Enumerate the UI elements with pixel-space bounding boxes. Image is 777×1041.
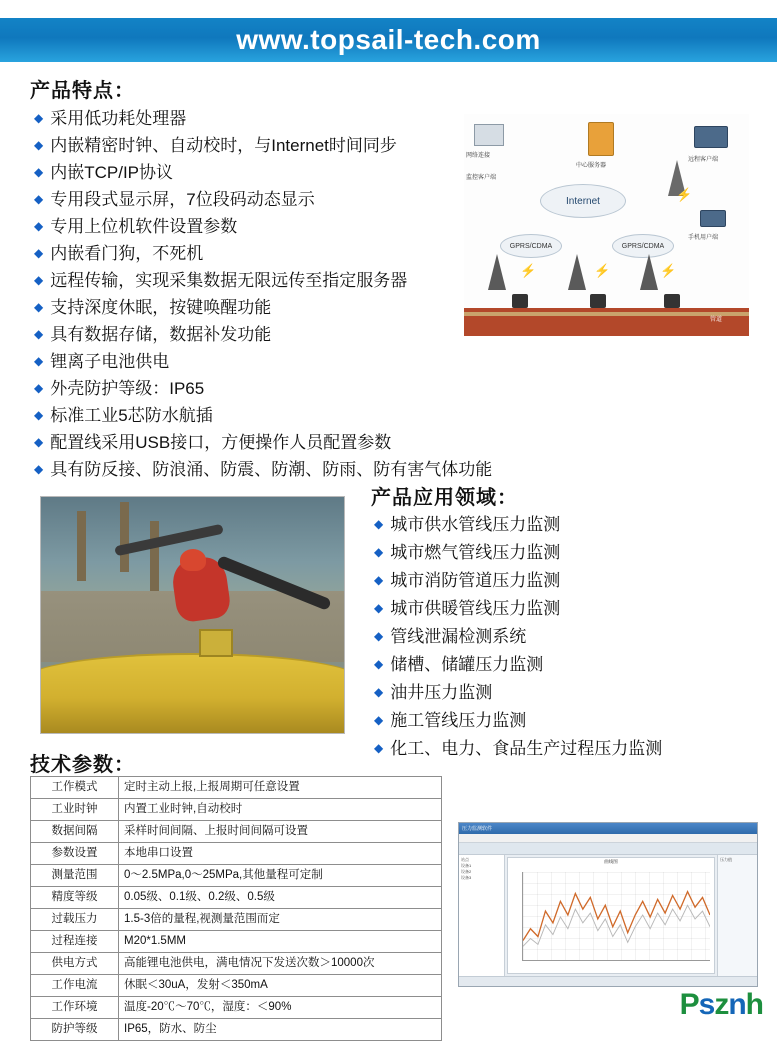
diagram-label: 网络连接 (466, 153, 491, 159)
feature-text: 远程传输，实现采集数据无限远传至指定服务器 (50, 271, 408, 290)
feature-text: 具有防反接、防浪涌、防震、防潮、防雨、防有害气体功能 (50, 460, 493, 479)
diamond-bullet-icon: ◆ (34, 408, 44, 422)
diagram-label: 中心服务器 (576, 163, 607, 169)
spec-value: IP65，防水、防尘 (119, 1019, 442, 1041)
spec-value: 本地串口设置 (119, 843, 442, 865)
application-text: 施工管线压力监测 (390, 711, 527, 730)
sensor-node-icon (590, 294, 606, 308)
feature-text: 内嵌TCP/IP协议 (50, 163, 174, 182)
diamond-bullet-icon: ◆ (374, 573, 384, 587)
list-item (34, 214, 514, 239)
sw-plot (522, 872, 710, 961)
sensor-node-icon (512, 294, 528, 308)
spec-key: 工作环境 (31, 997, 119, 1019)
gprs-cloud-left: GPRS/CDMA (500, 234, 562, 258)
list-item (34, 241, 514, 266)
list-item (34, 457, 514, 482)
list-item (374, 624, 764, 650)
diagram-label: 手机用户端 (688, 235, 719, 241)
list-item (374, 568, 764, 594)
spec-key: 过载压力 (31, 909, 119, 931)
logo-char: s (698, 988, 715, 1021)
diamond-bullet-icon: ◆ (34, 462, 44, 476)
list-item (34, 160, 514, 185)
list-item (34, 268, 514, 293)
spec-key: 精度等级 (31, 887, 119, 909)
diamond-bullet-icon: ◆ (34, 219, 44, 233)
logo-char: P (679, 988, 699, 1021)
tree-item: 站点 (461, 857, 469, 862)
laptop-icon (694, 126, 728, 148)
list-item (374, 540, 764, 566)
spec-value: 内置工业时钟,自动校时 (119, 799, 442, 821)
table-row (31, 777, 442, 799)
signal-bolt-icon: ⚡ (660, 263, 677, 278)
spec-key: 过程连接 (31, 931, 119, 953)
diamond-bullet-icon: ◆ (34, 273, 44, 287)
software-screenshot (458, 822, 758, 987)
list-item (34, 106, 514, 131)
specs-section-title: 技术参数： (30, 754, 135, 776)
list-item (374, 736, 764, 762)
table-row (31, 799, 442, 821)
spec-value: M20*1.5MM (119, 931, 442, 953)
tree-item: 设备1 (461, 863, 472, 868)
list-item (34, 349, 514, 374)
diamond-bullet-icon: ◆ (34, 192, 44, 206)
table-row (31, 1019, 442, 1041)
diamond-bullet-icon: ◆ (34, 354, 44, 368)
signal-bolt-icon: ⚡ (520, 263, 537, 278)
list-item (34, 403, 514, 428)
spec-value: 定时主动上报,上报周期可任意设置 (119, 777, 442, 799)
antenna-tower-icon (488, 254, 506, 290)
signal-bolt-icon: ⚡ (594, 263, 611, 278)
sw-title: 压力监测软件 (462, 826, 493, 832)
list-item (34, 322, 514, 347)
list-item (374, 708, 764, 734)
diamond-bullet-icon: ◆ (374, 685, 384, 699)
logo-char: h (745, 988, 763, 1021)
network-topology-diagram (464, 114, 749, 336)
sw-status-bar (459, 976, 757, 986)
spec-key: 工作电流 (31, 975, 119, 997)
table-row (31, 865, 442, 887)
applications-section-title: 产品应用领域： (371, 487, 518, 509)
spec-value: 休眠＜30uA，发射＜350mA (119, 975, 442, 997)
antenna-tower-icon (568, 254, 586, 290)
logo-char: n (728, 988, 746, 1021)
photo-post (150, 521, 159, 591)
spec-value: 温度-20℃～70℃，湿度：＜90% (119, 997, 442, 1019)
monitor-icon (474, 124, 504, 146)
application-text: 化工、电力、食品生产过程压力监测 (390, 739, 663, 758)
diamond-bullet-icon: ◆ (374, 657, 384, 671)
diamond-bullet-icon: ◆ (374, 629, 384, 643)
list-item (34, 376, 514, 401)
diagram-label: 管道 (710, 317, 723, 323)
list-item (374, 680, 764, 706)
table-row (31, 931, 442, 953)
spec-value: 0～2.5MPa,0～25MPa,其他量程可定制 (119, 865, 442, 887)
diamond-bullet-icon: ◆ (34, 327, 44, 341)
sw-chart-title: 曲线图 (604, 859, 618, 864)
spec-key: 工业时钟 (31, 799, 119, 821)
feature-text: 内嵌精密时钟、自动校时，与Internet时间同步 (50, 136, 397, 155)
photo-valve (199, 629, 233, 657)
sw-body (459, 855, 757, 976)
spec-value: 1.5-3倍的量程,视测量范围而定 (119, 909, 442, 931)
application-text: 城市供水管线压力监测 (390, 515, 561, 534)
diamond-bullet-icon: ◆ (34, 435, 44, 449)
diagram-label: 监控客户端 (466, 175, 497, 181)
application-text: 城市消防管道压力监测 (390, 571, 561, 590)
feature-text: 采用低功耗处理器 (50, 109, 187, 128)
list-item (374, 652, 764, 678)
spec-value: 采样时间间隔、上报时间间隔可设置 (119, 821, 442, 843)
sensor-node-icon (664, 294, 680, 308)
pipeline-line (464, 312, 749, 316)
gprs-cloud-right: GPRS/CDMA (612, 234, 674, 258)
list-item (34, 430, 514, 455)
product-application-photo (40, 496, 345, 734)
internet-cloud: Internet (540, 184, 626, 218)
feature-text: 外壳防护等级：IP65 (50, 379, 205, 398)
features-section-title: 产品特点： (30, 80, 135, 102)
photo-helmet (180, 549, 206, 571)
photo-post (77, 511, 86, 581)
spec-key: 工作模式 (31, 777, 119, 799)
feature-text: 锂离子电池供电 (50, 352, 170, 371)
diamond-bullet-icon: ◆ (34, 138, 44, 152)
spec-value: 高能锂电池供电，满电情况下发送次数＞10000次 (119, 953, 442, 975)
company-logo (680, 988, 763, 1022)
feature-text: 配置线采用USB接口，方便操作人员配置参数 (50, 433, 392, 452)
spec-key: 参数设置 (31, 843, 119, 865)
logo-char: z (714, 988, 729, 1021)
specifications-table (30, 776, 442, 1041)
table-row (31, 953, 442, 975)
diamond-bullet-icon: ◆ (374, 601, 384, 615)
table-row (31, 909, 442, 931)
antenna-tower-icon (640, 254, 658, 290)
list-item (374, 512, 764, 538)
sw-legend: 压力值 (720, 857, 732, 862)
diamond-bullet-icon: ◆ (374, 741, 384, 755)
spec-key: 数据间隔 (31, 821, 119, 843)
application-text: 油井压力监测 (390, 683, 493, 702)
features-list (34, 106, 514, 484)
server-icon (588, 122, 614, 156)
feature-text: 专用上位机软件设置参数 (50, 217, 238, 236)
feature-text: 标准工业5芯防水航插 (50, 406, 213, 425)
sw-side-panel (717, 855, 757, 976)
website-url: www.topsail-tech.com (236, 24, 541, 55)
photo-pipeline (40, 653, 345, 733)
table-row (31, 821, 442, 843)
feature-text: 内嵌看门狗，不死机 (50, 244, 204, 263)
application-text: 管线泄漏检测系统 (390, 627, 527, 646)
diamond-bullet-icon: ◆ (34, 381, 44, 395)
application-text: 城市供暖管线压力监测 (390, 599, 561, 618)
mobile-device-icon (700, 210, 726, 227)
feature-text: 支持深度休眠，按键唤醒功能 (50, 298, 272, 317)
sw-trend-line (523, 872, 710, 960)
table-row (31, 843, 442, 865)
diamond-bullet-icon: ◆ (34, 111, 44, 125)
spec-value: 0.05级、0.1级、0.2级、0.5级 (119, 887, 442, 909)
applications-list (374, 512, 764, 764)
sw-chart-area (507, 857, 715, 974)
sw-menu-bar (459, 834, 757, 843)
diamond-bullet-icon: ◆ (34, 165, 44, 179)
tree-item: 设备2 (461, 869, 472, 874)
diamond-bullet-icon: ◆ (374, 713, 384, 727)
list-item (34, 133, 514, 158)
diamond-bullet-icon: ◆ (374, 545, 384, 559)
feature-text: 专用段式显示屏，7位段码动态显示 (50, 190, 315, 209)
signal-bolt-icon: ⚡ (676, 187, 693, 202)
list-item (34, 295, 514, 320)
diamond-bullet-icon: ◆ (374, 517, 384, 531)
header-banner (0, 18, 777, 62)
photo-post (120, 502, 129, 572)
application-text: 储槽、储罐压力监测 (390, 655, 544, 674)
table-row (31, 975, 442, 997)
spec-key: 测量范围 (31, 865, 119, 887)
sw-device-tree (459, 855, 505, 976)
diamond-bullet-icon: ◆ (34, 300, 44, 314)
sw-toolbar (459, 843, 757, 855)
tree-item: 设备3 (461, 875, 472, 880)
list-item (374, 596, 764, 622)
diagram-label: 远程客户端 (688, 157, 719, 163)
table-row (31, 887, 442, 909)
spec-key: 供电方式 (31, 953, 119, 975)
table-row (31, 997, 442, 1019)
spec-key: 防护等级 (31, 1019, 119, 1041)
list-item (34, 187, 514, 212)
application-text: 城市燃气管线压力监测 (390, 543, 561, 562)
sw-title-bar (459, 823, 757, 834)
feature-text: 具有数据存储，数据补发功能 (50, 325, 272, 344)
diamond-bullet-icon: ◆ (34, 246, 44, 260)
